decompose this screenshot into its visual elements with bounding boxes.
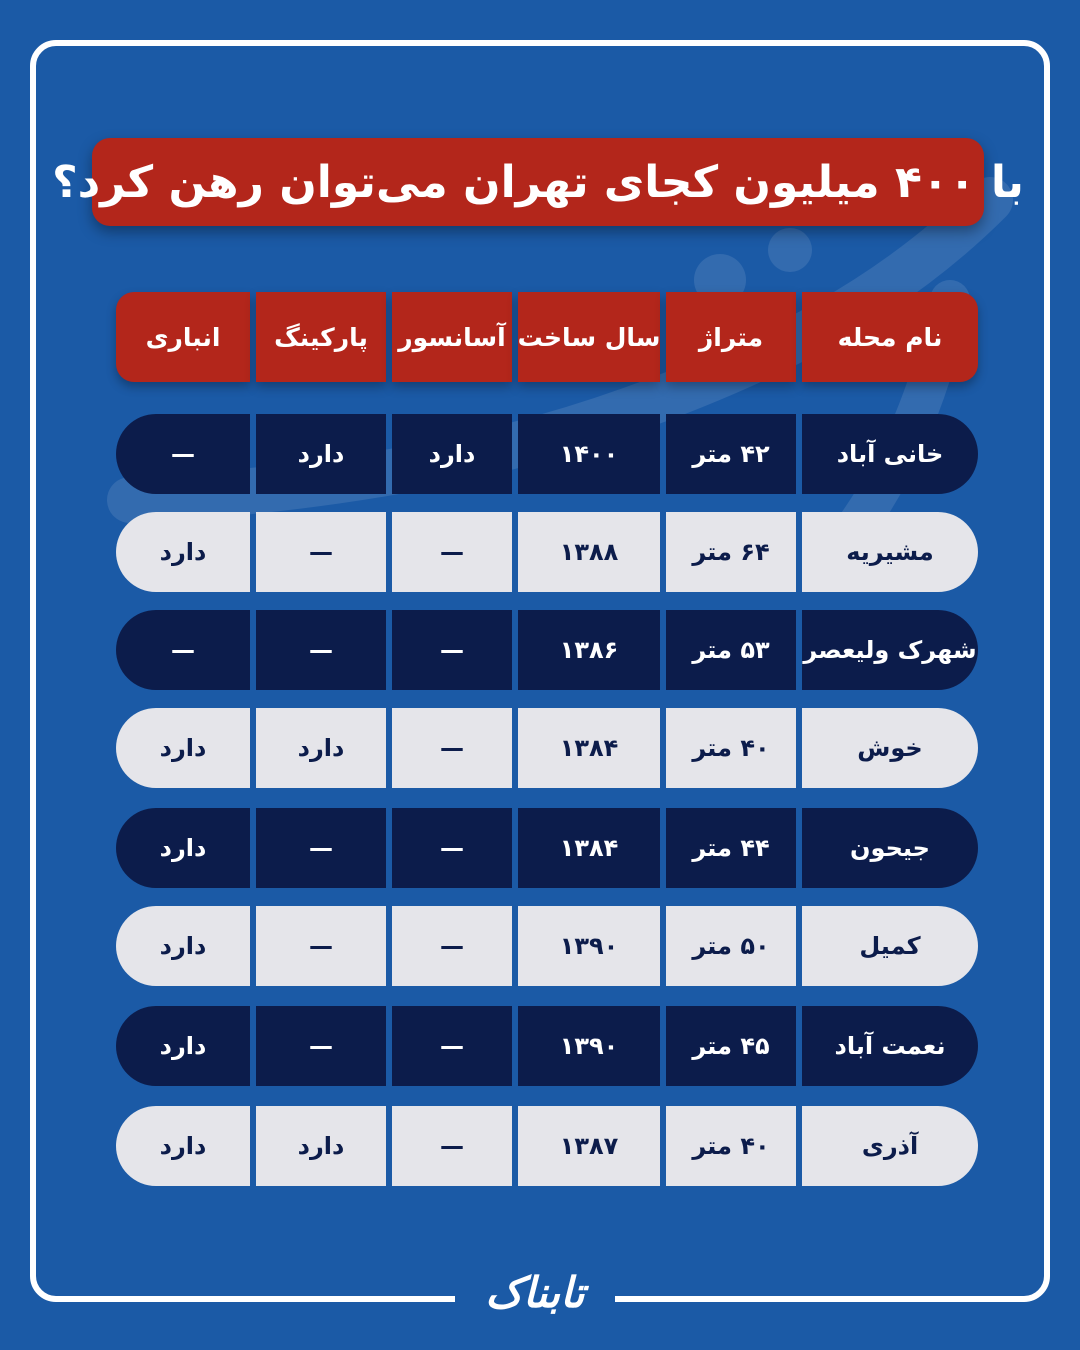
cell-build-year: ۱۳۸۸ [518,512,660,592]
cell-parking: دارد [256,1106,386,1186]
table-header [116,292,978,382]
cell-parking: — [256,808,386,888]
cell-neighborhood: کمیل [802,906,978,986]
cell-storage: دارد [116,708,250,788]
cell-elevator: — [392,708,512,788]
cell-area: ۴۰ متر [666,1106,796,1186]
header-neighborhood: نام محله [802,292,978,382]
cell-parking: دارد [256,708,386,788]
table-row [116,1106,978,1186]
table-row [116,906,978,986]
cell-build-year: ۱۳۸۷ [518,1106,660,1186]
cell-storage: — [116,610,250,690]
table-row [116,1006,978,1086]
header-build-year: سال ساخت [518,292,660,382]
cell-neighborhood: آذری [802,1106,978,1186]
cell-neighborhood: خانی آباد [802,414,978,494]
cell-neighborhood: مشیریه [802,512,978,592]
cell-elevator: دارد [392,414,512,494]
cell-storage: دارد [116,1106,250,1186]
cell-build-year: ۱۳۸۴ [518,708,660,788]
cell-elevator: — [392,610,512,690]
table-row [116,808,978,888]
table-row [116,610,978,690]
cell-parking: — [256,1006,386,1086]
cell-storage: دارد [116,906,250,986]
cell-neighborhood: خوش [802,708,978,788]
table-row [116,512,978,592]
cell-elevator: — [392,512,512,592]
cell-parking: — [256,610,386,690]
cell-storage: دارد [116,512,250,592]
cell-neighborhood: جیحون [802,808,978,888]
cell-elevator: — [392,906,512,986]
cell-area: ۴۵ متر [666,1006,796,1086]
cell-parking: — [256,512,386,592]
title-banner [52,138,1024,226]
table-row [116,708,978,788]
cell-elevator: — [392,808,512,888]
cell-elevator: — [392,1106,512,1186]
cell-build-year: ۱۴۰۰ [518,414,660,494]
table-row [116,414,978,494]
header-parking: پارکینگ [256,292,386,382]
header-area: متراژ [666,292,796,382]
cell-area: ۴۲ متر [666,414,796,494]
header-storage: انباری [116,292,250,382]
cell-neighborhood: شهرک ولیعصر [802,610,978,690]
cell-area: ۴۰ متر [666,708,796,788]
cell-build-year: ۱۳۸۶ [518,610,660,690]
cell-storage: — [116,414,250,494]
cell-area: ۵۰ متر [666,906,796,986]
logo-text: تابناک [485,1267,585,1317]
cell-elevator: — [392,1006,512,1086]
cell-storage: دارد [116,1006,250,1086]
tabnak-logo [455,1262,615,1322]
cell-neighborhood: نعمت آباد [802,1006,978,1086]
page-title: با ۴۰۰ میلیون کجای تهران می‌توان رهن کرد؟ [52,156,1024,208]
cell-area: ۵۳ متر [666,610,796,690]
cell-build-year: ۱۳۹۰ [518,906,660,986]
cell-area: ۶۴ متر [666,512,796,592]
cell-parking: دارد [256,414,386,494]
cell-area: ۴۴ متر [666,808,796,888]
cell-parking: — [256,906,386,986]
header-elevator: آسانسور [392,292,512,382]
cell-build-year: ۱۳۹۰ [518,1006,660,1086]
cell-build-year: ۱۳۸۴ [518,808,660,888]
cell-storage: دارد [116,808,250,888]
